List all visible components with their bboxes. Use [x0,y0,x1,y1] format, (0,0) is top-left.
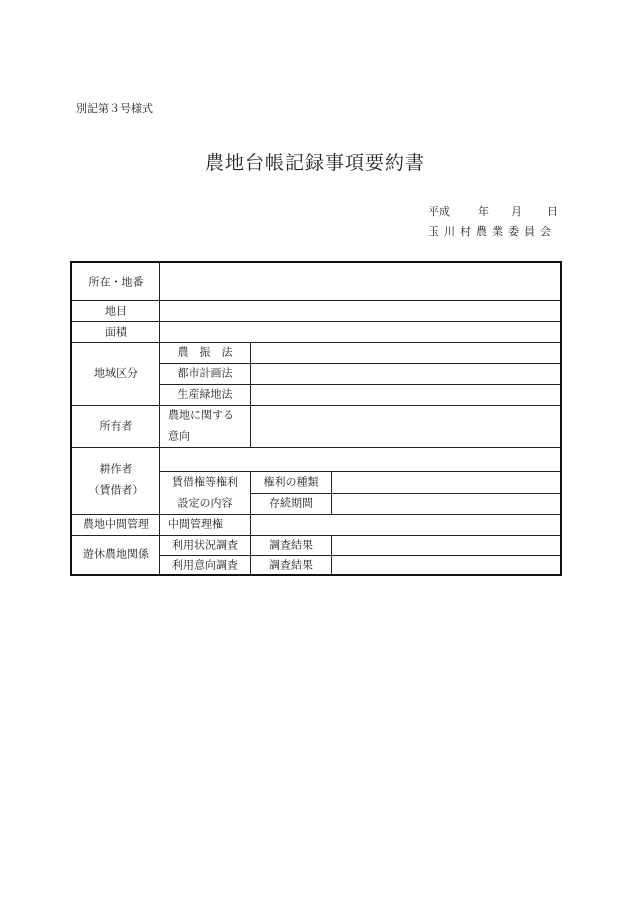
zoning-item-city-planning: 都市計画法 [177,366,233,380]
area-label: 面積 [105,325,127,339]
zoning-label: 地域区分 [94,366,138,380]
owner-label: 所有者 [99,419,133,433]
idle-land-label: 遊休農地関係 [83,547,149,561]
owner-intention-label-2: 意向 [168,429,190,443]
form-number: 別記第３号様式 [76,102,153,115]
date-month: 月 [511,205,522,218]
cultivator-sublabel: （賃借者） [88,483,144,497]
zoning-item-productive-green: 生産緑地法 [177,387,233,401]
right-type-label: 権利の種類 [263,475,319,489]
intermediary-value: 中間管理権 [168,517,223,531]
survey-result-label: 調査結果 [269,538,313,552]
date-day: 日 [547,205,558,218]
document-title: 農地台帳記録事項要約書 [204,152,425,174]
owner-intention-label: 農地に関する [168,408,234,422]
lease-content-label-2: 設定の内容 [177,496,233,510]
committee-name: 玉川村農業委員会 [428,225,556,238]
summary-table [70,261,562,576]
date-year: 年 [478,205,489,218]
location-label: 所在・地番 [88,275,144,289]
usage-survey-label: 利用状況調査 [172,538,238,552]
duration-label: 存続期間 [269,496,313,510]
intermediary-label: 農地中間管理 [83,517,149,531]
cultivator-label: 耕作者 [99,462,133,476]
survey-result-label-2: 調査結果 [269,558,313,572]
date-era: 平成 [428,205,450,218]
lease-content-label: 賃借権等権利 [172,475,238,489]
land-category-label: 地目 [105,304,127,318]
intention-survey-label: 利用意向調査 [172,558,238,572]
zoning-item-agri-promotion: 農 振 法 [177,345,233,359]
